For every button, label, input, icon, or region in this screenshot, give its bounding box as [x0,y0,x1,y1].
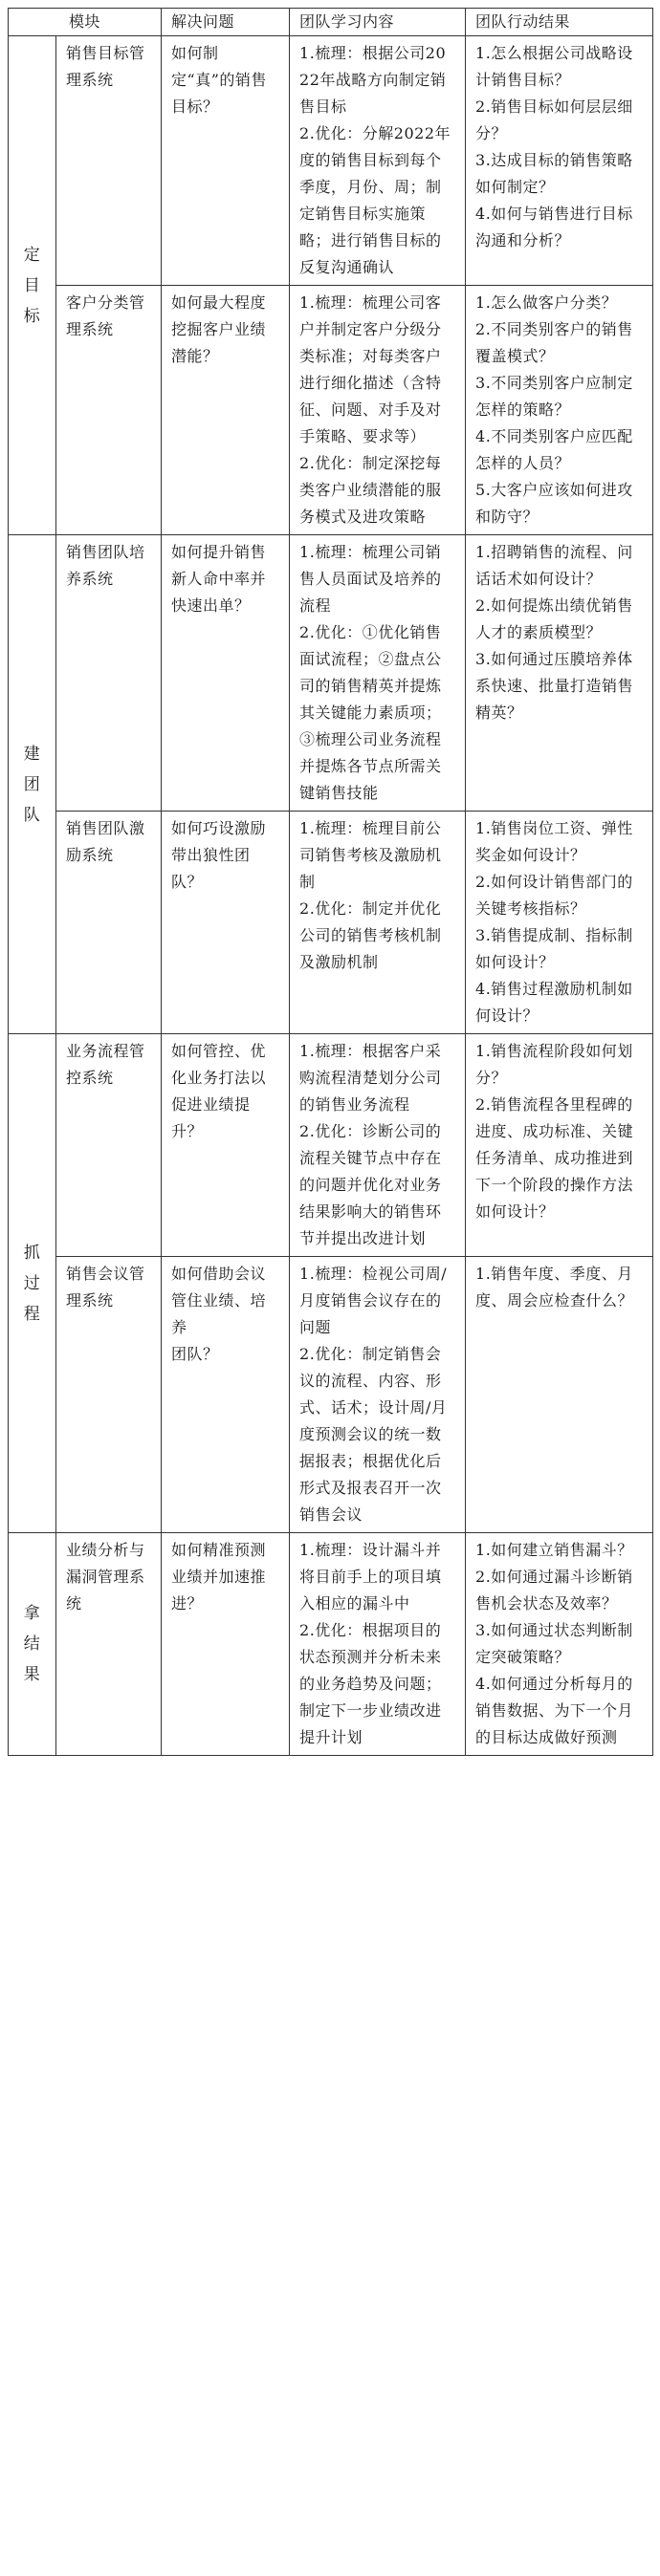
result-item: 2.不同类别客户的销售覆盖模式？ [475,320,633,365]
problem-text: 如何提升销售新人命中率并快速出单？ [171,543,267,615]
table-row [9,535,653,812]
results-cell [466,36,653,286]
result-item: 2.销售流程各里程碑的进度、成功标准、关键任务清单、成功推进到下一个阶段的操作方法如何设计？ [475,1095,634,1221]
section-cell [9,36,56,535]
learning-item: 1.梳理：根据公司2022年战略方向制定销售目标 [299,44,447,116]
result-item: 1.销售年度、季度、月度、周会应检查什么？ [475,1265,634,1310]
result-item: 4.如何与销售进行目标沟通和分析？ [475,205,633,249]
section-cell [9,1034,56,1533]
result-item: 3.销售提成制、指标制如何设计？ [475,926,633,971]
results-list [475,815,643,1029]
result-item: 2.如何通过漏斗诊断销售机会状态及效率？ [475,1568,633,1613]
problem-cell [162,1034,290,1257]
sales-system-table [8,8,653,1756]
learning-item: 2.优化：①优化销售面试流程；②盘点公司的销售精英并提炼其关键能力素质项；③梳理公司业务流程并提炼各节点所需关键销售技能 [299,623,442,802]
learning-item: 1.梳理：梳理公司客户并制定客户分级分类标准；对每类客户进行细化描述（含特征、问题、对手及对手策略、要求等） [299,293,442,445]
section-label: 定目标 [23,245,41,326]
table-body [9,36,653,1756]
results-list [475,1038,643,1225]
header-learning: 团队学习内容 [290,9,466,36]
learning-item: 1.梳理：设计漏斗并将目前手上的项目填入相应的漏斗中 [299,1541,442,1613]
learning-item: 1.梳理：梳理目前公司销售考核及激励机制 [299,819,442,891]
table-row [9,1257,653,1533]
results-list [475,40,643,254]
problem-text: 如何借助会议 管住业绩、培养 团队？ [171,1265,267,1363]
learning-cell [290,1034,466,1257]
learning-item: 1.梳理：根据客户采购流程清楚划分公司的销售业务流程 [299,1042,442,1114]
problem-text: 如何精准预测业绩并加速推进？ [171,1541,267,1613]
learning-list [299,1038,455,1252]
result-item: 4.销售过程激励机制如何设计？ [475,980,633,1025]
learning-cell [290,36,466,286]
learning-item: 2.优化：分解2022年度的销售目标到每个季度，月份、周；制定销售目标实施策略；进行销售目标的反复沟通确认 [299,124,451,276]
table-row [9,1034,653,1257]
results-cell [466,535,653,812]
problem-text: 如何最大程度挖掘客户业绩潜能？ [171,293,267,365]
result-item: 2.如何提炼出绩优销售人才的素质模型？ [475,596,633,641]
learning-item: 2.优化：制定深挖每类客户业绩潜能的服务模式及进攻策略 [299,454,442,526]
results-list [475,539,643,726]
results-list [475,290,643,530]
learning-item: 1.梳理：梳理公司销售人员面试及培养的流程 [299,543,442,615]
learning-item: 2.优化：根据项目的状态预测并分析未来的业务趋势及问题；制定下一步业绩改进提升计划 [299,1621,442,1746]
problem-cell [162,286,290,535]
results-list [475,1261,643,1314]
learning-list [299,290,455,530]
section-label: 拿结果 [23,1604,41,1684]
section-label: 建团队 [23,744,41,825]
learning-cell [290,535,466,812]
module-cell [56,1257,162,1533]
problem-cell [162,36,290,286]
module-name: 销售团队培养系统 [66,543,145,588]
learning-cell [290,1257,466,1533]
learning-item: 2.优化：制定销售会议的流程、内容、形式、话术；设计周/月度预测会议的统一数据报表；根据优化后形式及报表召开一次销售会议 [299,1345,448,1524]
learning-list [299,815,455,976]
section-label: 抓过程 [23,1243,41,1324]
learning-cell [290,812,466,1034]
learning-list [299,1261,455,1528]
results-cell [466,1257,653,1533]
learning-list [299,1537,455,1751]
result-item: 3.如何通过压膜培养体系快速、批量打造销售精英？ [475,650,634,722]
learning-item: 2.优化：诊断公司的流程关键节点中存在的问题并优化对业务结果影响大的销售环节并提出改进计划 [299,1122,442,1247]
results-cell [466,812,653,1034]
problem-cell [162,1533,290,1756]
module-name: 销售会议管理系统 [66,1265,145,1310]
table-row [9,1533,653,1756]
results-cell [466,1034,653,1257]
result-item: 2.销售目标如何层层细分？ [475,97,633,142]
table-row [9,36,653,286]
header-problem: 解决问题 [162,9,290,36]
section-cell [9,535,56,1034]
result-item: 5.大客户应该如何进攻和防守？ [475,481,633,526]
section-cell [9,1533,56,1756]
learning-item: 2.优化：制定并优化公司的销售考核机制及激励机制 [299,899,442,971]
result-item: 1.招聘销售的流程、问话话术如何设计？ [475,543,633,588]
module-name: 销售目标管理系统 [66,44,145,89]
problem-text: 如何管控、优化业务打法以促进业绩提升？ [171,1042,267,1140]
module-cell [56,535,162,812]
learning-list [299,40,455,281]
table-row [9,286,653,535]
problem-cell [162,1257,290,1533]
learning-cell [290,286,466,535]
learning-list [299,539,455,807]
problem-cell [162,812,290,1034]
module-name: 业绩分析与漏洞管理系统 [66,1541,145,1613]
learning-cell [290,1533,466,1756]
problem-text: 如何制定“真”的销售目标？ [171,44,267,116]
result-item: 2.如何设计销售部门的关键考核指标？ [475,873,633,918]
result-item: 4.如何通过分析每月的销售数据、为下一个月的目标达成做好预测 [475,1675,634,1746]
module-name: 客户分类管理系统 [66,293,145,338]
module-cell [56,36,162,286]
module-cell [56,286,162,535]
result-item: 3.达成目标的销售策略如何制定？ [475,151,633,196]
result-item: 1.销售流程阶段如何划分？ [475,1042,633,1087]
learning-item: 1.梳理：检视公司周/月度销售会议存在的问题 [299,1265,448,1336]
module-cell [56,1034,162,1257]
module-name: 业务流程管控系统 [66,1042,145,1087]
module-name: 销售团队激励系统 [66,819,145,864]
problem-cell [162,535,290,812]
header-module: 模块 [9,9,162,36]
result-item: 4.不同类别客户应匹配怎样的人员？ [475,427,633,472]
header-row [9,9,653,36]
results-list [475,1537,643,1751]
table-header [9,9,653,36]
module-cell [56,1533,162,1756]
table-row [9,812,653,1034]
problem-text: 如何巧设激励带出狼性团队？ [171,819,267,891]
result-item: 3.如何通过状态判断制定突破策略？ [475,1621,633,1666]
result-item: 1.怎么做客户分类？ [475,293,618,312]
result-item: 1.销售岗位工资、弹性奖金如何设计？ [475,819,633,864]
results-cell [466,286,653,535]
result-item: 1.如何建立销售漏斗？ [475,1541,633,1559]
results-cell [466,1533,653,1756]
result-item: 3.不同类别客户应制定怎样的策略？ [475,374,633,419]
header-results: 团队行动结果 [466,9,653,36]
result-item: 1.怎么根据公司战略设计销售目标？ [475,44,633,89]
module-cell [56,812,162,1034]
